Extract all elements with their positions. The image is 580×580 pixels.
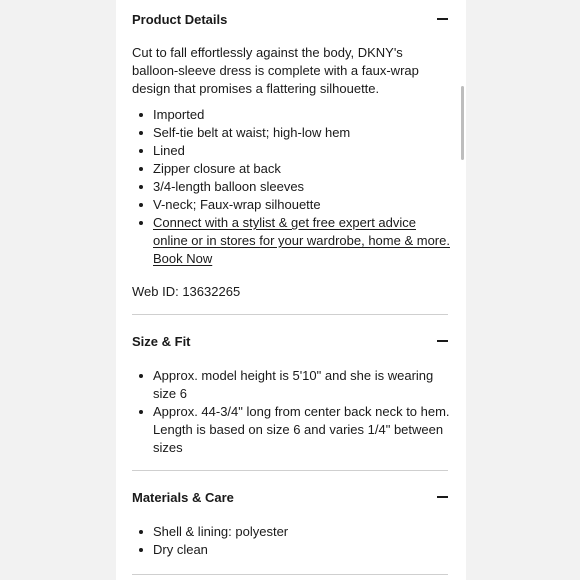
minus-icon[interactable] — [437, 18, 448, 20]
size-fit-header[interactable] — [132, 330, 448, 352]
materials-care-list — [132, 523, 450, 559]
list-item: Self-tie belt at waist; high-low hem — [132, 124, 450, 142]
size-fit-title: Size & Fit — [132, 333, 191, 349]
product-description: Cut to fall effortlessly against the body, DKNY's balloon-sleeve dress is complete with a faux-wrap design that promises a flattering silhouette. — [132, 45, 419, 96]
materials-care-header[interactable] — [132, 486, 448, 508]
product-details-header[interactable] — [132, 8, 448, 30]
materials-care-title: Materials & Care — [132, 489, 234, 505]
minus-icon[interactable] — [437, 496, 448, 498]
list-item-stylist — [132, 214, 450, 268]
list-item: Approx. 44-3/4" long from center back neck to hem. Length is based on size 6 and varies 1/4" between sizes — [132, 403, 450, 457]
product-details-title: Product Details — [132, 11, 228, 27]
list-item: Shell & lining: polyester — [132, 523, 450, 541]
minus-icon[interactable] — [437, 340, 448, 342]
product-details-list — [132, 106, 450, 268]
list-item: Dry clean — [132, 541, 450, 559]
scrollbar[interactable] — [461, 86, 464, 160]
divider — [132, 574, 448, 575]
list-item: Approx. model height is 5'10" and she is wearing size 6 — [132, 367, 450, 403]
divider — [132, 470, 448, 471]
list-item: Imported — [132, 106, 450, 124]
web-id: Web ID: 13632265 — [132, 284, 241, 299]
size-fit-list — [132, 367, 450, 457]
divider — [132, 314, 448, 315]
list-item: V-neck; Faux-wrap silhouette — [132, 196, 450, 214]
list-item: Lined — [132, 142, 450, 160]
list-item: 3/4-length balloon sleeves — [132, 178, 450, 196]
product-info-panel — [116, 0, 466, 580]
stylist-link[interactable]: Connect with a stylist & get free expert advice online or in stores for your wardrobe, home & more. Book Now — [153, 215, 450, 266]
list-item: Zipper closure at back — [132, 160, 450, 178]
